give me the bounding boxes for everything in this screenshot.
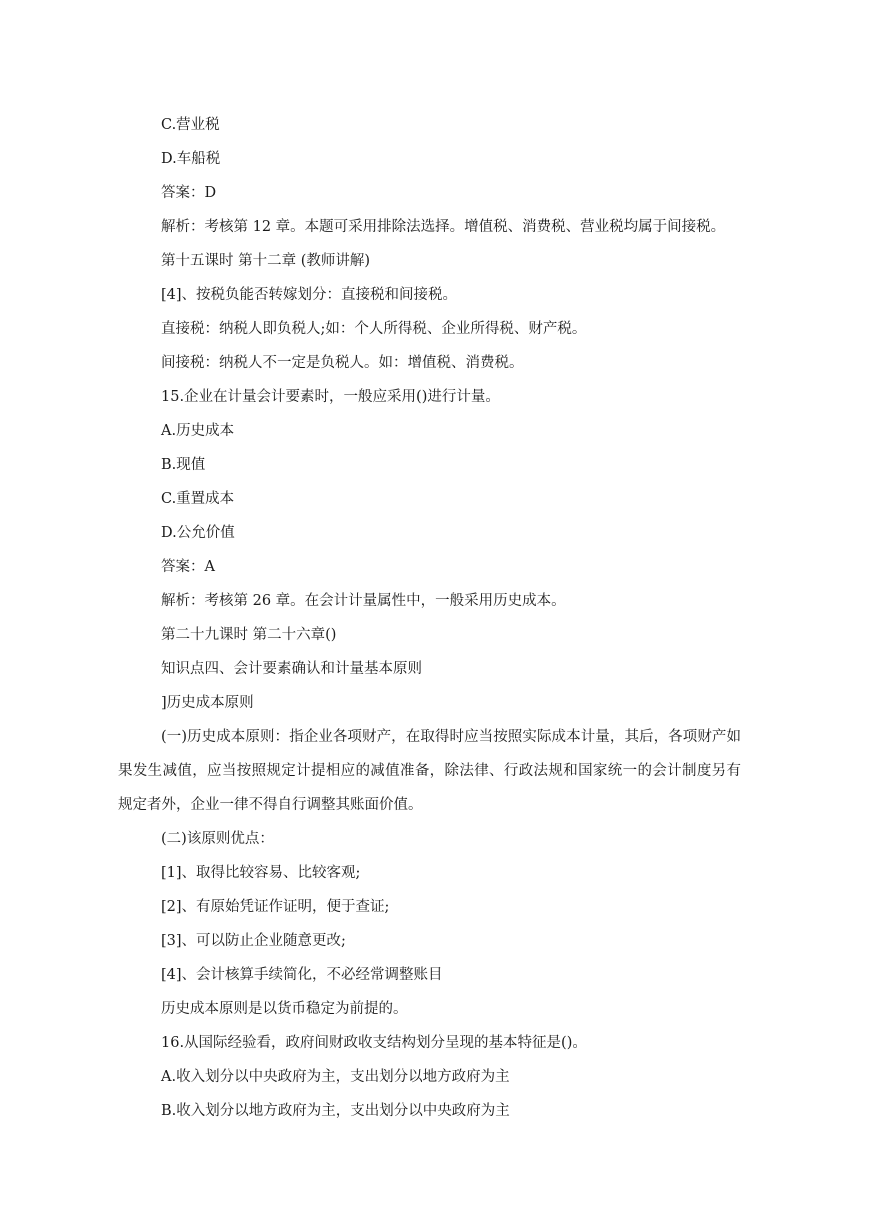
option-c: C.营业税: [161, 117, 220, 133]
document-body: [118, 108, 741, 1128]
lesson-heading: 第十五课时 第十二章 (教师讲解): [161, 253, 371, 269]
option-d: D.车船税: [161, 151, 221, 167]
question-16: 16.从国际经验看，政府间财政收支结构划分呈现的基本特征是()。: [161, 1035, 587, 1051]
option-c: C.重置成本: [161, 491, 235, 507]
list-item: [4]、会计核算手续简化，不必经常调整账目: [161, 967, 443, 983]
knowledge-point: 知识点四、会计要素确认和计量基本原则: [161, 661, 422, 677]
lesson-heading: 第二十九课时 第二十六章(): [161, 627, 337, 643]
option-a: A.收入划分以中央政府为主，支出划分以地方政府为主: [161, 1069, 510, 1085]
principle-paragraph: (一)历史成本原则：指企业各项财产，在取得时应当按照实际成本计量，其后，各项财产如果发生减值，应当按照规定计提相应的减值准备，除法律、行政法规和国家统一的会计制度另有规定者外，企业一律不得自行调整其账面价值。: [118, 729, 741, 813]
analysis: 解析：考核第 12 章。本题可采用排除法选择。增值税、消费税、营业税均属于间接税。: [161, 219, 726, 235]
text-line: 间接税：纳税人不一定是负税人。如：增值税、消费税。: [161, 355, 524, 371]
question-15: 15.企业在计量会计要素时，一般应采用()进行计量。: [161, 389, 500, 405]
list-item: [2]、有原始凭证作证明，便于查证;: [161, 899, 390, 915]
option-b: B.现值: [161, 457, 206, 473]
text-line: 直接税：纳税人即负税人;如：个人所得税、企业所得税、财产税。: [161, 321, 587, 337]
option-a: A.历史成本: [161, 423, 235, 439]
list-item: [1]、取得比较容易、比较客观;: [161, 865, 361, 881]
text-line: 历史成本原则是以货币稳定为前提的。: [161, 1001, 408, 1017]
text-line: [4]、按税负能否转嫁划分：直接税和间接税。: [161, 287, 458, 303]
option-b: B.收入划分以地方政府为主，支出划分以中央政府为主: [161, 1103, 510, 1119]
text-line: ]历史成本原则: [161, 695, 254, 711]
answer: 答案：D: [161, 185, 217, 201]
option-d: D.公允价值: [161, 525, 235, 541]
text-line: (二)该原则优点：: [161, 831, 274, 847]
analysis: 解析：考核第 26 章。在会计计量属性中，一般采用历史成本。: [161, 593, 566, 609]
list-item: [3]、可以防止企业随意更改;: [161, 933, 346, 949]
answer: 答案：A: [161, 559, 215, 575]
